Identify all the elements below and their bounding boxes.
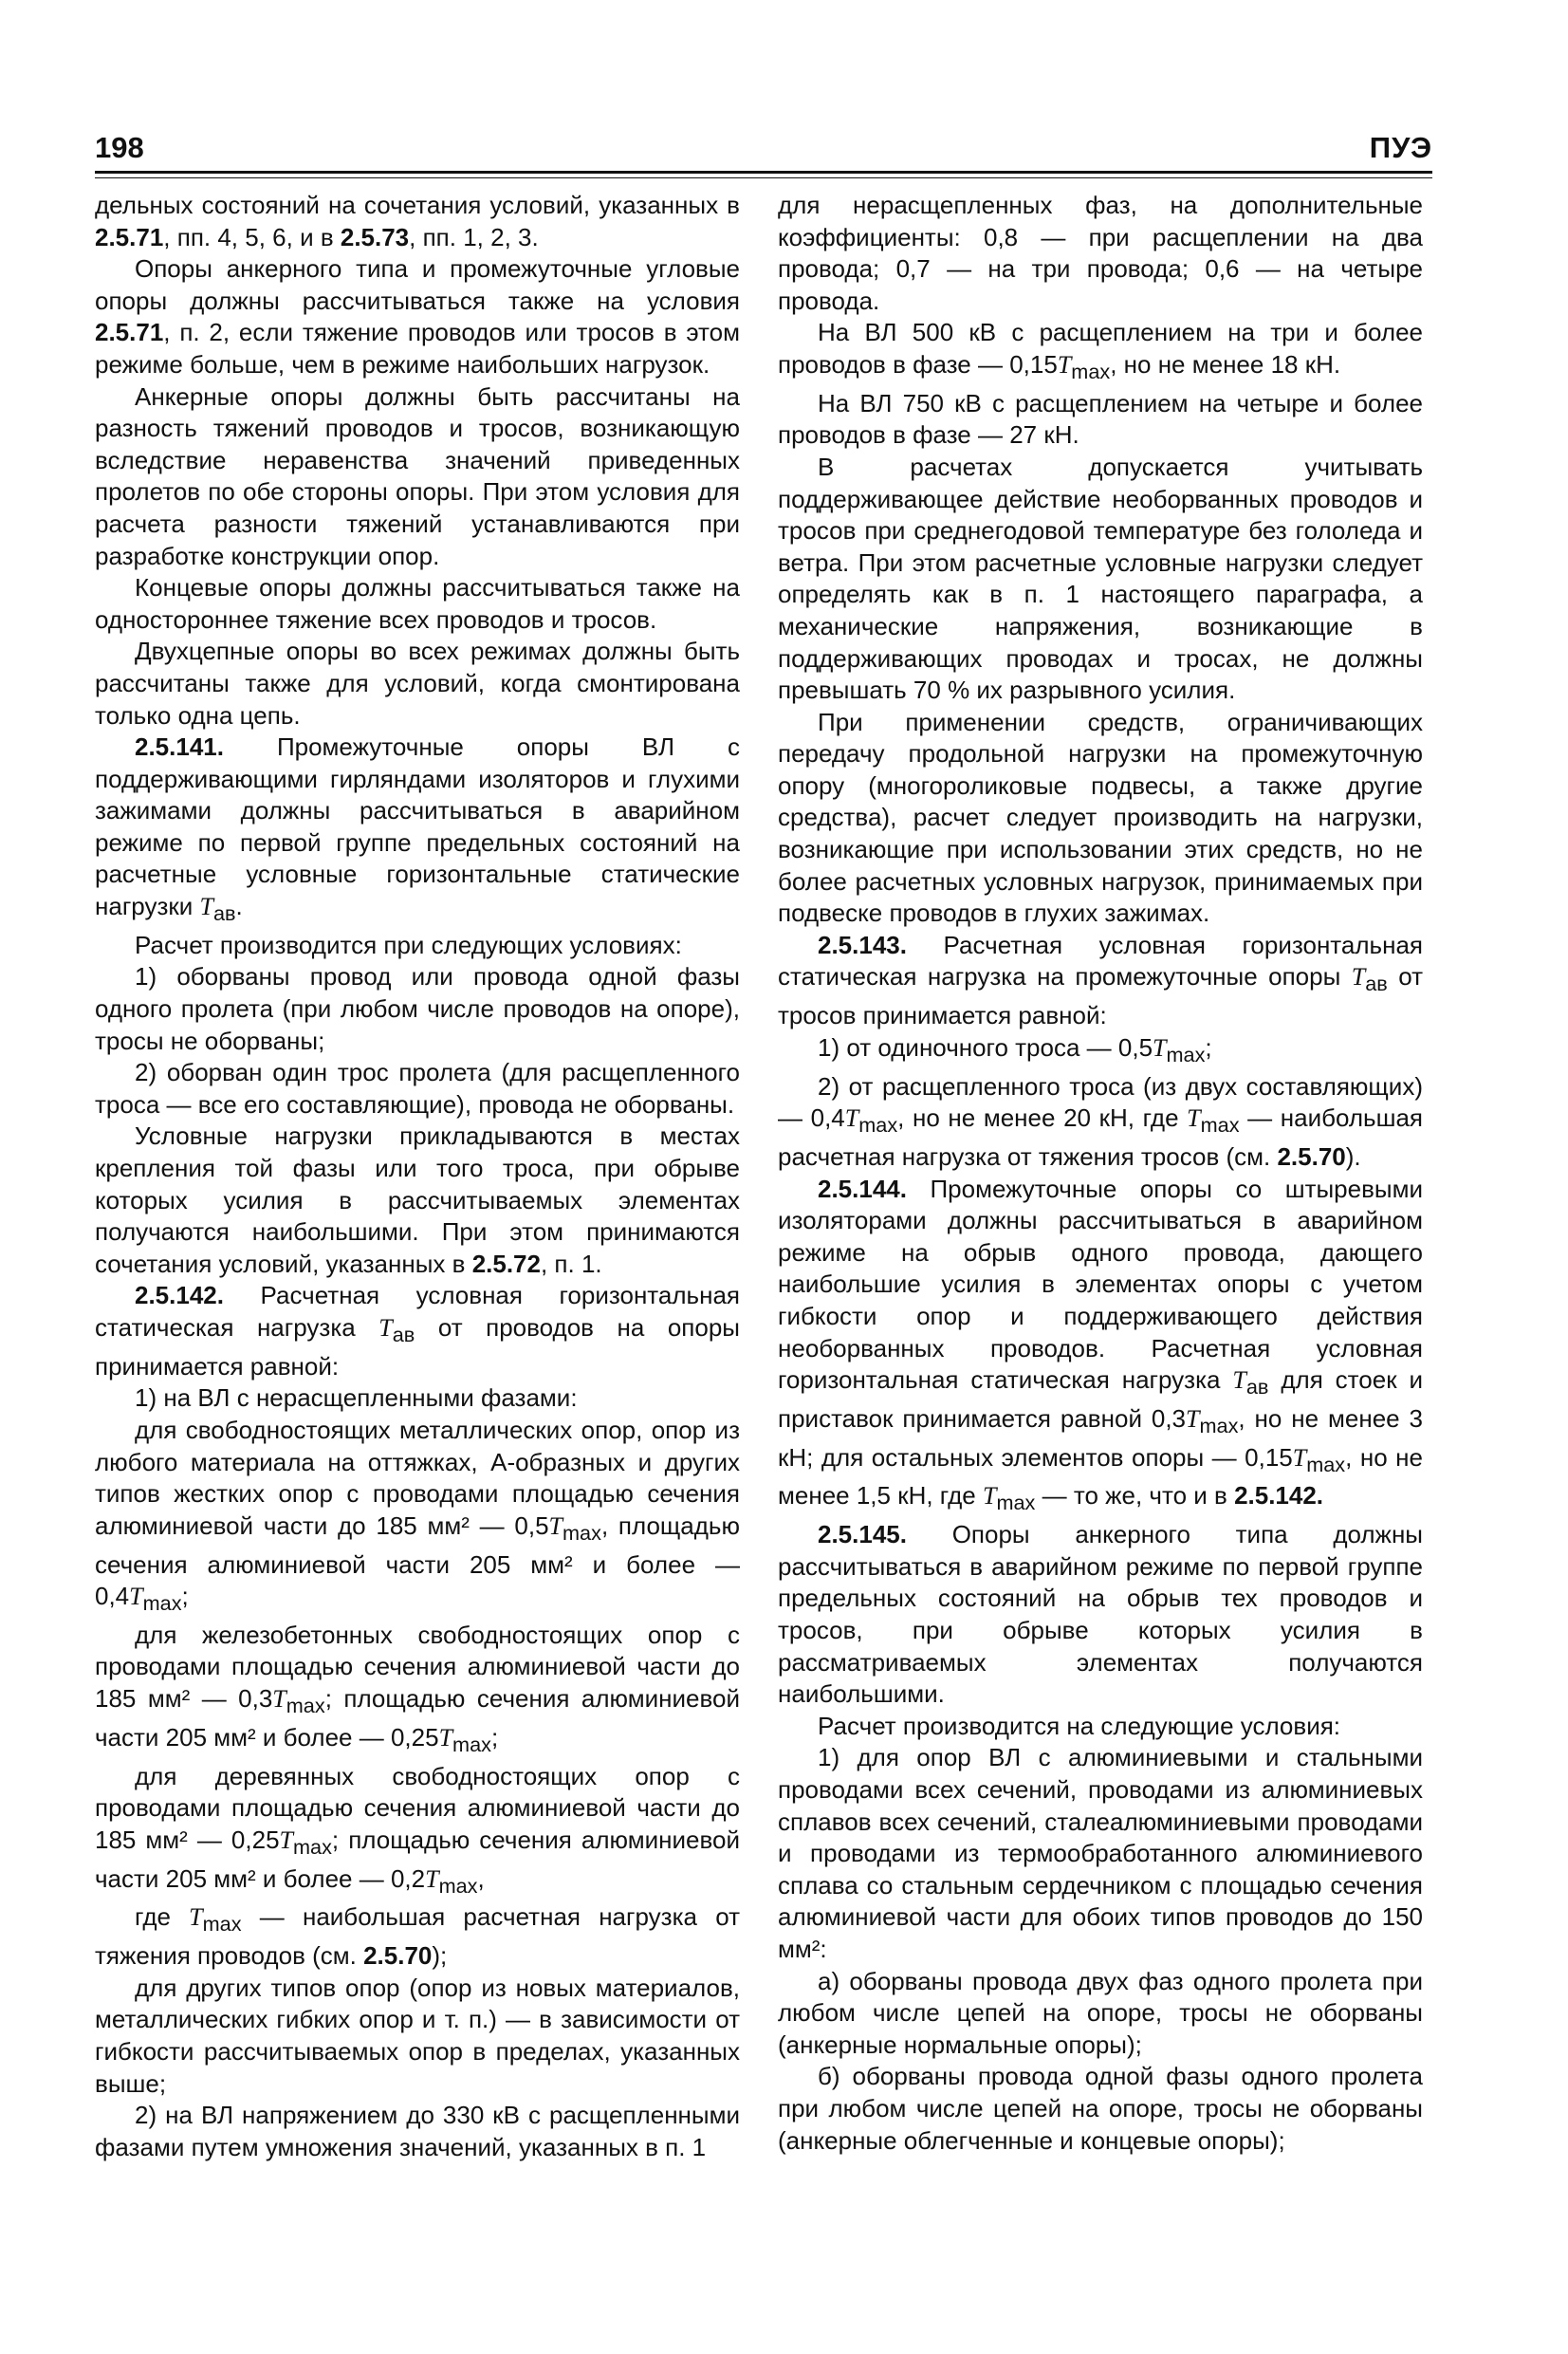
list-item: 1) от одиночного троса — $0,5T_{max}$; xyxy=(818,1032,1212,1066)
page-header xyxy=(95,121,1432,171)
header-rule-thick xyxy=(95,171,1432,174)
section-2-5-141: 2.5.141. Промежуточные опоры ВЛ с поддерживающими гирляндами изоляторов и глухими зажимами должны рассчитываться в аварийном режиме по первой группе предельных состояний на расчетные условные горизонтальные статические нагрузки $T_{ав}$. xyxy=(95,732,740,926)
paragraph: для железобетонных свободностоящих опор с проводами площадью сечения алюминиевой части до 185 мм² — $0,3T_{max}$; площадью сечения алюминиевой части 205 мм² и более — $0,25T_{max}$; xyxy=(95,1620,740,1757)
list-item: а) оборваны провода двух фаз одного пролета при любом числе цепей на опоре, тросы не оборваны (анкерные нормальные опоры); xyxy=(778,1966,1423,2059)
list-item: 2) оборван один трос пролета (для расщепленного троса — все его составляющие), провода не оборваны. xyxy=(95,1058,740,1119)
paragraph: Опоры анкерного типа и промежуточные угловые опоры должны рассчитываться также на условия 2.5.71, п. 2, если тяжение проводов или тросов в этом режиме больше, чем в режиме наибольших нагрузок. xyxy=(95,254,740,379)
left-column xyxy=(95,190,740,2163)
paragraph: дельных состояний на сочетания условий, указанных в 2.5.71, пп. 4, 5, 6, и в 2.5.73, пп. 1, 2, 3. xyxy=(95,191,740,251)
list-item: 2) от расщепленного троса (из двух составляющих) — $0,4T_{max}$, но не менее 20 кН, где $T_{max}$ — наибольшая расчетная нагрузка от тяжения тросов (см. 2.5.70). xyxy=(778,1071,1424,1171)
paragraph: для свободностоящих металлических опор, опор из любого материала на оттяжках, А-образных и других типов жестких опор с проводами площадью сечения алюминиевой части до 185 мм² — $0,5T_{max}$, площадью сечения алюминиевой части 205 мм² и более — $0,4T_{max}$; xyxy=(95,1415,740,1616)
paragraph: для нерасщепленных фаз, на дополнительные коэффициенты: 0,8 — при расщеплении на два провода; 0,7 — на три провода; 0,6 — на четыре провода. xyxy=(778,191,1423,315)
paragraph: При применении средств, ограничивающих передачу продольной нагрузки на промежуточную опору (многороликовые подвесы, а также другие средства), расчет следует производить на нагрузки, возникающие при использовании этих средств, но не более расчетных условных нагрузок, принимаемых при подвеске проводов в глухих зажимах. xyxy=(778,707,1423,928)
list-item: 1) оборваны провод или провода одной фазы одного пролета (при любом числе проводов на опоре), тросы не оборваны; xyxy=(95,962,740,1055)
paragraph: Двухцепные опоры во всех режимах должны быть рассчитаны также для условий, когда смонтирована только одна цепь. xyxy=(95,637,740,730)
header-rule-thin xyxy=(95,177,1432,178)
list-item: 2) на ВЛ напряжением до 330 кВ с расщепленными фазами путем умножения значений, указанных в п. 1 xyxy=(95,2101,740,2161)
paragraph: На ВЛ 500 кВ с расщеплением на три и более проводов в фазе — $0,15T_{max}$, но не менее 18 кН. xyxy=(778,318,1423,384)
paragraph: Анкерные опоры должны быть рассчитаны на разность тяжений проводов и тросов, возникающую вследствие неравенства значений приведенных пролетов по обе стороны опоры. При этом условия для расчета разности тяжений устанавливаются при разработке конструкции опор. xyxy=(95,381,740,570)
section-2-5-145: 2.5.145. Опоры анкерного типа должны рассчитываться в аварийном режиме по первой группе предельных состояний на обрыв тех проводов и тросов, при обрыве которых усилия в рассматриваемых элементах получаются наибольшими. xyxy=(778,1520,1423,1709)
list-item: б) оборваны провода одной фазы одного пролета при любом числе цепей на опоре, тросы не оборваны (анкерные облегченные и концевые опоры); xyxy=(778,2062,1423,2155)
right-column xyxy=(778,190,1423,2157)
paragraph: Расчет производится при следующих условиях: xyxy=(135,930,682,959)
section-2-5-142: 2.5.142. Расчетная условная горизонтальная статическая нагрузка $T_{ав}$ от проводов на опоры принимается равной: xyxy=(95,1281,740,1381)
section-2-5-144: 2.5.144. Промежуточные опоры со штыревыми изоляторами должны рассчитываться в аварийном режиме на обрыв одного провода, дающего наибольшие усилия в элементах опоры с учетом гибкости опор и поддерживающего действия необорванных проводов. Расчетная условная горизонтальная статическая нагрузка $T_{ав}$ для стоек и приставок принимается равной $0,3T_{max}$, но не менее 3 кН; для остальных элементов опоры — $0,15T_{max}$, но не менее 1,5 кН, где $T_{max}$ — то же, что и в 2.5.142. xyxy=(778,1174,1424,1515)
paragraph: для других типов опор (опор из новых материалов, металлических гибких опор и т. п.) — в зависимости от гибкости рассчитываемых опор в пределах, указанных выше; xyxy=(95,1973,740,2098)
paragraph: В расчетах допускается учитывать поддерживающее действие необорванных проводов и тросов при среднегодовой температуре без гололеда и ветра. При этом расчетные условные нагрузки следует определять как в п. 1 настоящего параграфа, а механические напряжения, возникающие в поддерживающих проводах и тросах, не должны превышать 70 % их разрывного усилия. xyxy=(778,452,1423,705)
paragraph: Концевые опоры должны рассчитываться также на одностороннее тяжение всех проводов и тросов. xyxy=(95,573,740,634)
list-item: 1) на ВЛ с нерасщепленными фазами: xyxy=(135,1383,578,1413)
section-2-5-143: 2.5.143. Расчетная условная горизонтальная статическая нагрузка на промежуточные опоры $T_{ав}$ от тросов принимается равной: xyxy=(778,930,1423,1030)
paragraph: Расчет производится на следующие условия: xyxy=(818,1711,1341,1740)
paragraph: На ВЛ 750 кВ с расщеплением на четыре и более проводов в фазе — 27 кН. xyxy=(778,388,1423,450)
list-item: 1) для опор ВЛ с алюминиевыми и стальными проводами всех сечений, проводами из алюминиевых сплавов всех сечений, сталеалюминиевыми проводами и проводами из термообработанного алюминиевого сплава со стальным сердечником с площадью сечения алюминиевой части для обоих типов проводов до 150 мм²: xyxy=(778,1743,1423,1963)
paragraph: для деревянных свободностоящих опор с проводами площадью сечения алюминиевой части до 185 мм² — $0,25T_{max}$; площадью сечения алюминиевой части 205 мм² и более — $0,2T_{max}$, xyxy=(95,1761,740,1898)
paragraph: Условные нагрузки прикладываются в местах крепления той фазы или того троса, при обрыве которых усилия в рассчитываемых элементах получаются наибольшими. При этом принимаются сочетания условий, указанных в 2.5.72, п. 1. xyxy=(95,1121,740,1278)
running-title: ПУЭ xyxy=(1369,131,1432,164)
page-number: 198 xyxy=(95,131,144,164)
paragraph: где $T_{max}$ — наибольшая расчетная нагрузка от тяжения проводов (см. 2.5.70); xyxy=(95,1902,740,1971)
